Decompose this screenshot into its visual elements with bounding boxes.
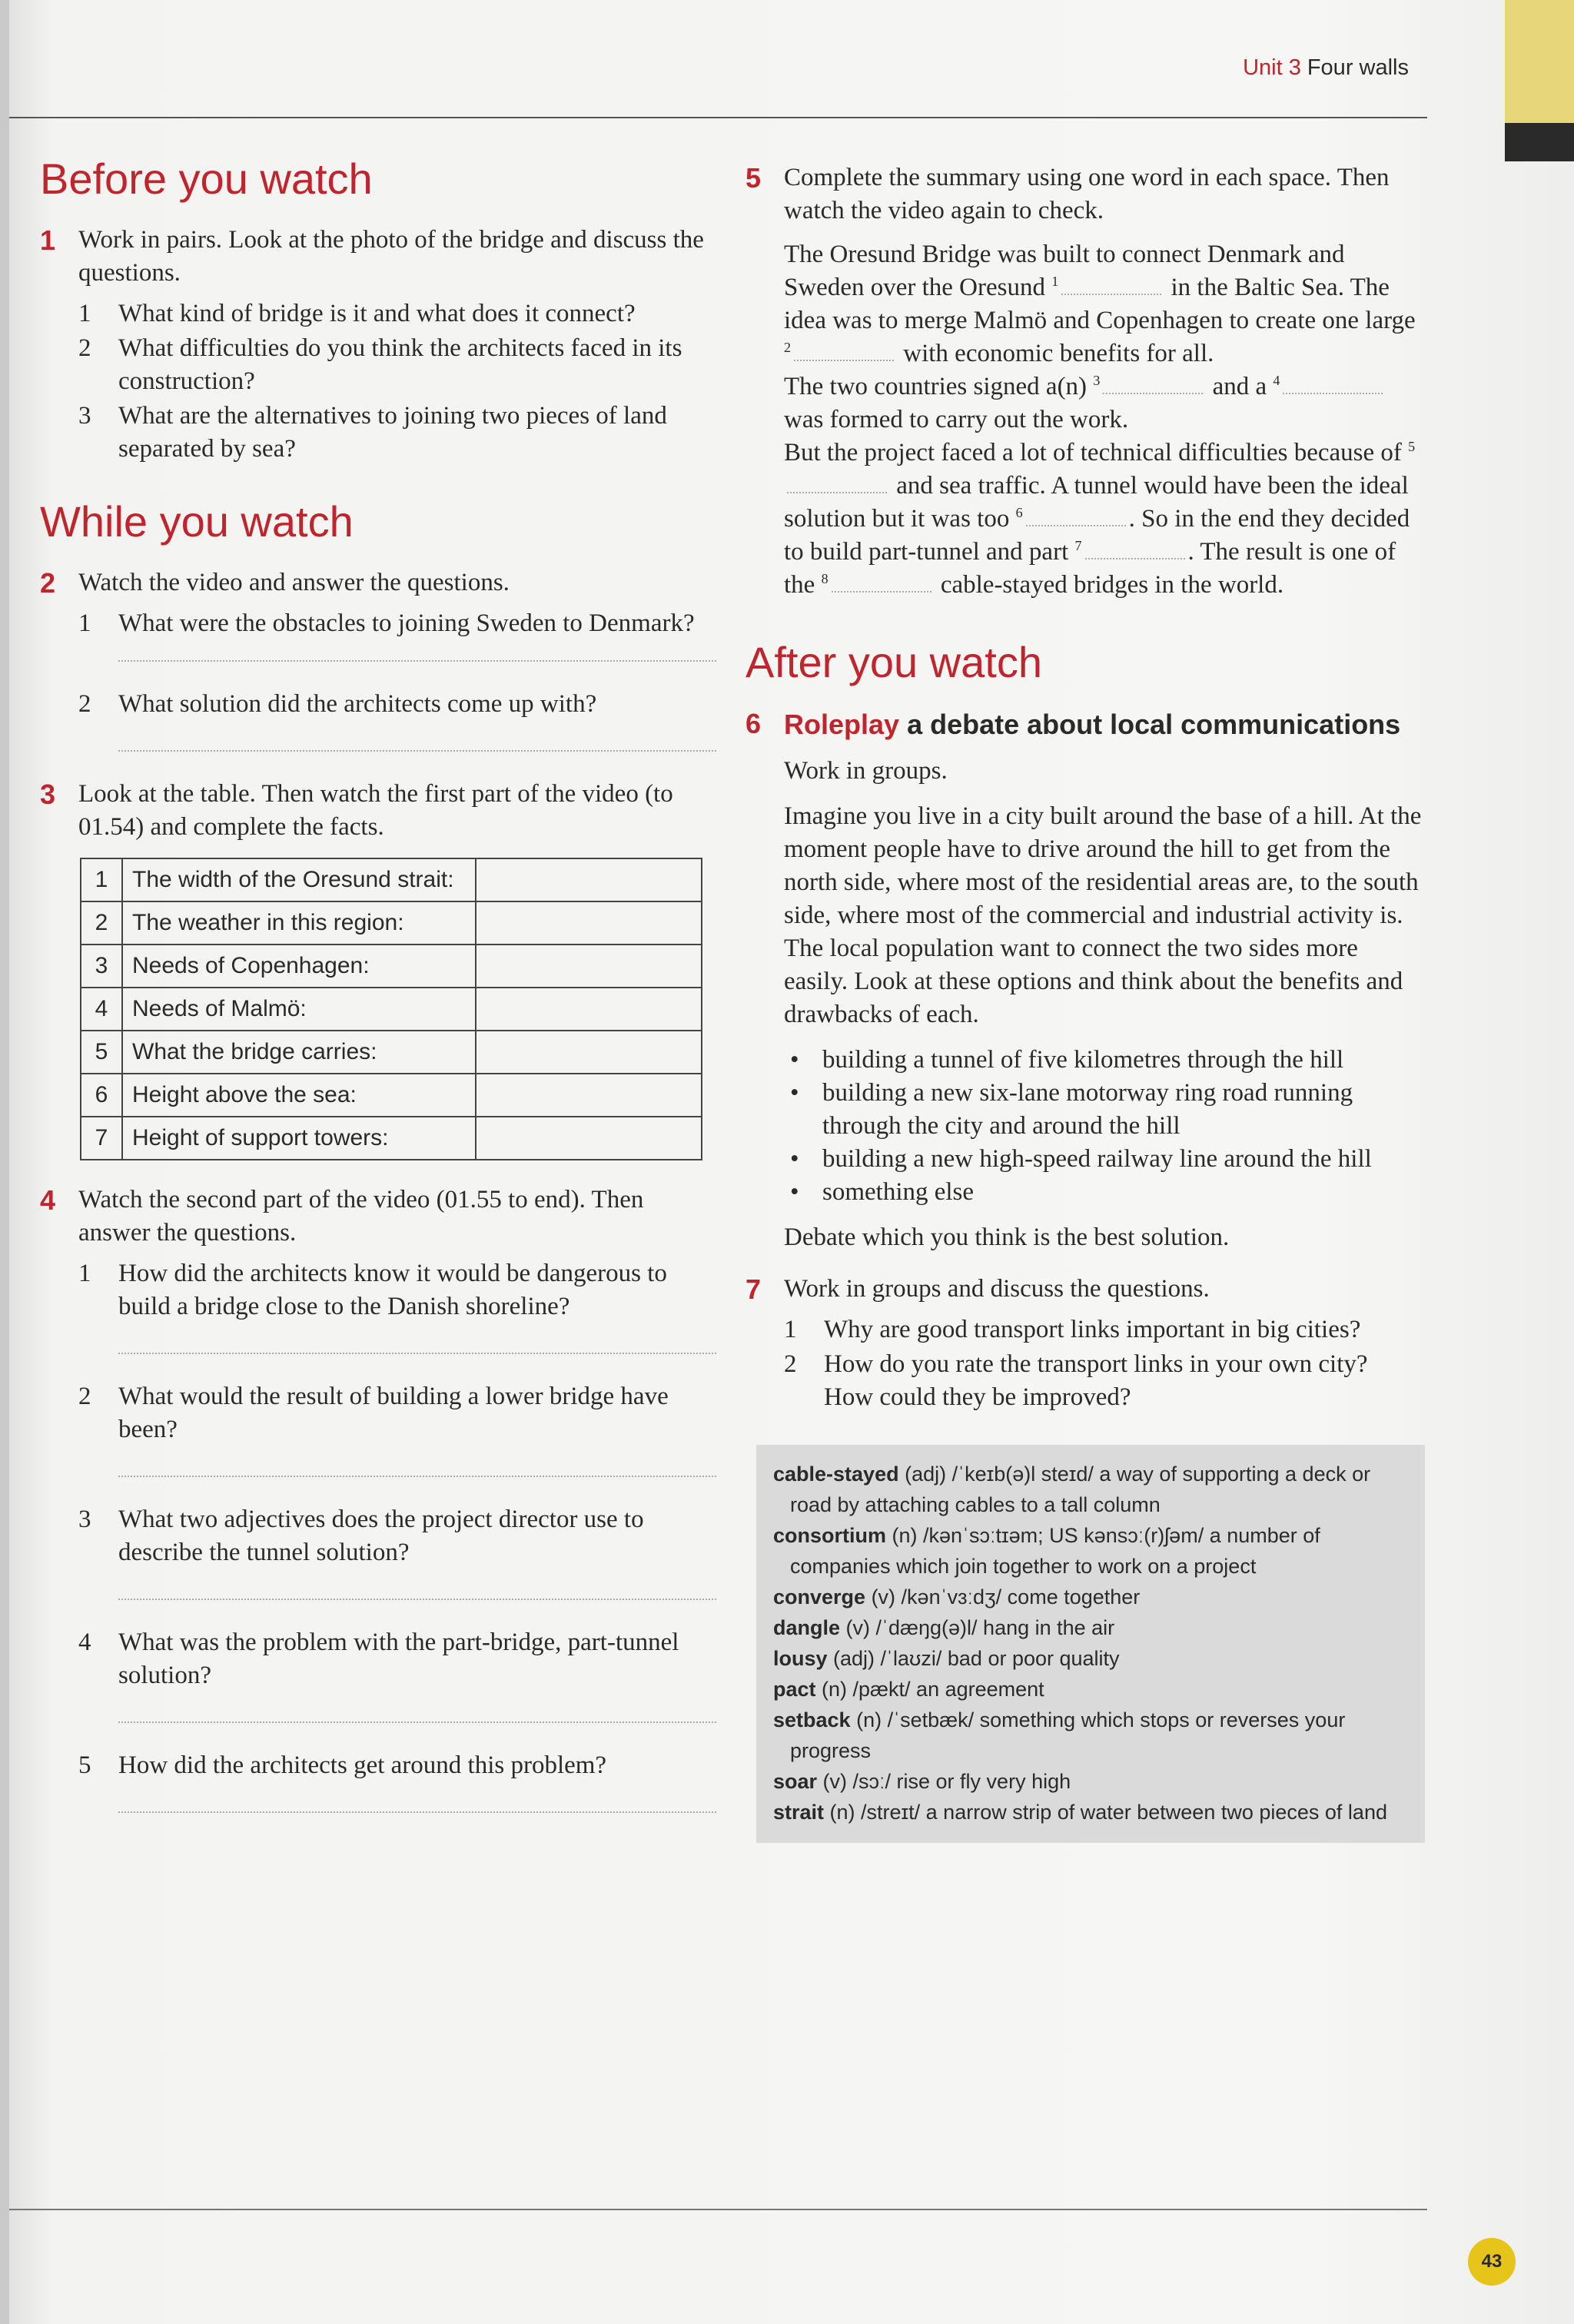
before-you-watch-heading: Before you watch	[40, 154, 373, 203]
row-number: 4	[81, 988, 122, 1031]
glossary-word: soar	[773, 1770, 818, 1793]
question-list	[78, 1503, 716, 1569]
glossary-entry	[773, 1674, 1410, 1705]
question-list	[78, 1257, 716, 1323]
footer-rule	[9, 2209, 1427, 2210]
exercise-number: 3	[40, 779, 56, 810]
question-text: What are the alternatives to joining two pieces of land separated by sea?	[118, 402, 667, 463]
roleplay-heading	[784, 707, 1422, 742]
summary-text: The Oresund Bridge was built to connect Denmark and Sweden over the Oresund	[784, 241, 1345, 301]
gap-blank[interactable]	[787, 473, 887, 493]
question-item	[78, 1380, 716, 1446]
glossary-definition: (n) /streɪt/ a narrow strip of water between two pieces of land	[824, 1801, 1387, 1824]
gap-number: 3	[1093, 373, 1101, 388]
gap-number: 4	[1273, 373, 1280, 388]
glossary-entry	[773, 1612, 1410, 1643]
question-item	[784, 1348, 1422, 1414]
table-row	[81, 901, 702, 945]
question-text: What was the problem with the part-bridge, part-tunnel solution?	[118, 1628, 679, 1689]
list-item: • building a new high-speed railway line around the hill	[784, 1143, 1422, 1176]
question-list	[78, 688, 716, 721]
exercise-instruction: Complete the summary using one word in each space. Then watch the video again to check.	[784, 164, 1390, 224]
table-row	[81, 1031, 702, 1074]
roleplay-title: a debate about local communications	[907, 709, 1401, 740]
question-item	[78, 400, 716, 466]
exercise-instruction: Watch the second part of the video (01.55 to end). Then answer the questions.	[78, 1186, 644, 1247]
unit-topic: Four walls	[1307, 55, 1409, 80]
exercise-instruction: Look at the table. Then watch the first part of the video (to 01.54) and complete the facts.	[78, 780, 673, 841]
question-list	[78, 297, 716, 466]
table-row	[81, 1117, 702, 1160]
glossary-word: lousy	[773, 1647, 828, 1670]
row-number: 6	[81, 1074, 122, 1117]
gap-blank[interactable]	[832, 573, 931, 593]
answer-line	[118, 1703, 716, 1723]
glossary-word: converge	[773, 1585, 866, 1609]
answer-line	[118, 732, 716, 752]
question-list	[784, 1313, 1422, 1414]
gap-blank[interactable]	[1061, 275, 1161, 295]
unit-label: Unit 3	[1243, 55, 1301, 80]
question-number: 2	[784, 1350, 797, 1378]
exercise-number: 5	[745, 162, 762, 194]
glossary-definition: (v) /kənˈvɜːdʒ/ come together	[865, 1585, 1141, 1609]
gap-blank[interactable]	[794, 341, 894, 361]
exercise-number: 2	[40, 567, 56, 599]
answer-cell[interactable]	[476, 858, 702, 901]
row-label: Height above the sea:	[122, 1074, 476, 1117]
row-number: 2	[81, 901, 122, 945]
answer-line	[118, 1580, 716, 1600]
question-number: 3	[78, 1506, 91, 1533]
question-text: How did the architects get around this problem?	[118, 1751, 607, 1779]
question-number: 3	[78, 402, 91, 430]
exercise-4	[40, 1184, 716, 1813]
question-text: What were the obstacles to joining Sweden to Denmark?	[118, 609, 695, 637]
exercise-instruction: Watch the video and answer the questions.	[78, 569, 510, 596]
question-number: 2	[78, 334, 91, 362]
question-number: 5	[78, 1751, 91, 1779]
question-number: 2	[78, 1383, 91, 1410]
glossary-definition: (n) /kənˈsɔːtɪəm; US kənsɔː(r)ʃəm/ a number of companies which join together to work on a project	[790, 1524, 1320, 1578]
summary-text: But the project faced a lot of technical difficulties because of	[784, 439, 1402, 466]
while-you-watch-heading: While you watch	[40, 497, 354, 546]
running-header	[1243, 55, 1409, 81]
row-label: Needs of Malmö:	[122, 988, 476, 1031]
question-number: 4	[78, 1628, 91, 1656]
question-text: What kind of bridge is it and what does it connect?	[118, 300, 636, 327]
paragraph: Imagine you live in a city built around the base of a hill. At the moment people have to drive around the hill to get from the north side, where most of the residential areas are, to the south side, where most of the commercial and industrial activity is. The local population want to connect the two sides more easily. Look at these options and think about the benefits and drawbacks of each.	[784, 802, 1422, 1028]
exercise-number: 4	[40, 1184, 56, 1216]
glossary-definition: (n) /ˈsetbæk/ something which stops or reverses your progress	[790, 1708, 1346, 1762]
question-list	[78, 1749, 716, 1782]
question-item	[78, 1626, 716, 1692]
right-column	[745, 161, 1422, 1843]
question-number: 1	[78, 609, 91, 637]
question-list	[78, 607, 716, 640]
answer-cell[interactable]	[476, 1031, 702, 1074]
page-number-badge: 43	[1468, 2238, 1516, 2286]
row-number: 1	[81, 858, 122, 901]
glossary-word: strait	[773, 1801, 825, 1824]
exercise-instruction: Work in pairs. Look at the photo of the bridge and discuss the questions.	[78, 226, 704, 287]
question-text: What difficulties do you think the architects faced in its construction?	[118, 334, 682, 395]
summary-text: . So in the end they decided to build part-tunnel and part	[784, 505, 1410, 566]
glossary-definition: (v) /ˈdæŋg(ə)l/ hang in the air	[840, 1616, 1115, 1639]
gap-number: 8	[821, 571, 829, 586]
paragraph: Work in groups.	[784, 757, 948, 785]
list-item: • building a new six-lane motorway ring road running through the city and around the hill	[784, 1077, 1422, 1143]
question-number: 1	[78, 300, 91, 327]
question-list	[78, 1380, 716, 1446]
row-label: Needs of Copenhagen:	[122, 945, 476, 988]
summary-text: The two countries signed a(n)	[784, 373, 1088, 400]
exercise-number: 1	[40, 224, 56, 256]
summary-text: with economic benefits for all.	[903, 340, 1214, 367]
summary-paragraph	[784, 238, 1422, 602]
glossary-word: consortium	[773, 1524, 887, 1547]
question-item	[78, 332, 716, 398]
exercise-instruction: Work in groups and discuss the questions.	[784, 1275, 1210, 1303]
unit-tab-marker	[1505, 0, 1574, 161]
question-item	[78, 1257, 716, 1323]
gap-number: 6	[1015, 505, 1023, 520]
glossary-definition: (adj) /ˈlaʊzi/ bad or poor quality	[827, 1647, 1120, 1670]
answer-cell[interactable]	[476, 1117, 702, 1160]
question-number: 1	[78, 1260, 91, 1287]
gap-number: 5	[1408, 439, 1416, 454]
question-item	[78, 297, 716, 330]
glossary-entry	[773, 1705, 1410, 1766]
gap-number: 7	[1074, 538, 1082, 553]
answer-cell[interactable]	[476, 901, 702, 945]
question-item	[78, 1503, 716, 1569]
facts-table	[80, 858, 702, 1160]
summary-text: in the Baltic Sea. The idea was to merge Malmö and Copenhagen to create one large	[784, 274, 1416, 334]
gap-blank[interactable]	[1283, 374, 1383, 394]
row-label: Height of support towers:	[122, 1117, 476, 1160]
exercise-5	[745, 161, 1422, 227]
glossary-definition: (v) /sɔː/ rise or fly very high	[817, 1770, 1071, 1793]
header-rule	[9, 117, 1427, 118]
gap-number: 1	[1051, 274, 1059, 289]
glossary-word: setback	[773, 1708, 851, 1731]
paragraph: Debate which you think is the best solution.	[784, 1223, 1230, 1251]
answer-cell[interactable]	[476, 945, 702, 988]
left-column	[40, 154, 716, 1839]
answer-line	[118, 1334, 716, 1354]
unit-tab-band	[1505, 123, 1574, 161]
table-row	[81, 945, 702, 988]
gap-blank[interactable]	[1103, 374, 1203, 394]
answer-line	[118, 1793, 716, 1813]
question-text: Why are good transport links important in big cities?	[824, 1316, 1361, 1343]
gap-blank[interactable]	[1026, 506, 1126, 526]
glossary-entry	[773, 1582, 1410, 1612]
glossary-definition: (adj) /ˈkeɪb(ə)l steɪd/ a way of supporting a deck or road by attaching cables to a tall column	[790, 1462, 1371, 1516]
glossary-word: cable-stayed	[773, 1462, 899, 1486]
table-row	[81, 858, 702, 901]
exercise-7	[745, 1273, 1422, 1414]
row-label: What the bridge carries:	[122, 1031, 476, 1074]
question-item	[78, 1749, 716, 1782]
options-list	[784, 1044, 1422, 1209]
answer-cell[interactable]	[476, 1074, 702, 1117]
question-number: 1	[784, 1316, 797, 1343]
exercise-3	[40, 778, 716, 844]
exercise-1	[40, 224, 716, 466]
list-item: • something else	[784, 1176, 1422, 1209]
question-item	[78, 688, 716, 721]
table-row	[81, 988, 702, 1031]
answer-line	[118, 642, 716, 662]
glossary-entry	[773, 1643, 1410, 1674]
table-row	[81, 1074, 702, 1117]
answer-cell[interactable]	[476, 988, 702, 1031]
list-item: • building a tunnel of five kilometres through the hill	[784, 1044, 1422, 1077]
row-number: 7	[81, 1117, 122, 1160]
question-text: What two adjectives does the project director use to describe the tunnel solution?	[118, 1506, 644, 1566]
question-item	[78, 607, 716, 640]
glossary-entry	[773, 1459, 1410, 1520]
summary-text: was formed to carry out the work.	[784, 406, 1129, 433]
roleplay-label: Roleplay	[784, 709, 900, 740]
exercise-2	[40, 566, 716, 752]
answer-line	[118, 1457, 716, 1477]
glossary-box	[756, 1445, 1425, 1843]
summary-text: cable-stayed bridges in the world.	[940, 571, 1284, 599]
question-text: What would the result of building a lower bridge have been?	[118, 1383, 669, 1443]
summary-text: and sea traffic. A tunnel would have been the ideal solution but it was too	[784, 472, 1409, 533]
row-number: 5	[81, 1031, 122, 1074]
question-item	[784, 1313, 1422, 1346]
summary-text: . The result is one of the	[784, 538, 1396, 599]
exercise-6	[745, 707, 1422, 742]
after-you-watch-heading: After you watch	[745, 638, 1042, 686]
glossary-word: dangle	[773, 1616, 841, 1639]
question-list	[78, 1626, 716, 1692]
row-label: The width of the Oresund strait:	[122, 858, 476, 901]
row-label: The weather in this region:	[122, 901, 476, 945]
summary-text: and a	[1212, 373, 1267, 400]
glossary-entry	[773, 1520, 1410, 1582]
gap-number: 2	[784, 340, 791, 355]
exercise-number: 6	[745, 708, 762, 739]
glossary-definition: (n) /pækt/ an agreement	[815, 1678, 1044, 1701]
question-text: What solution did the architects come up with?	[118, 690, 597, 718]
glossary-entry	[773, 1766, 1410, 1797]
question-text: How did the architects know it would be dangerous to build a bridge close to the Danish shoreline?	[118, 1260, 667, 1320]
glossary-entry	[773, 1797, 1410, 1828]
gap-blank[interactable]	[1085, 540, 1185, 559]
book-spine-shadow	[0, 0, 9, 2324]
exercise-number: 7	[745, 1273, 762, 1305]
row-number: 3	[81, 945, 122, 988]
question-text: How do you rate the transport links in your own city? How could they be improved?	[824, 1350, 1368, 1411]
glossary-word: pact	[773, 1678, 816, 1701]
question-number: 2	[78, 690, 91, 718]
